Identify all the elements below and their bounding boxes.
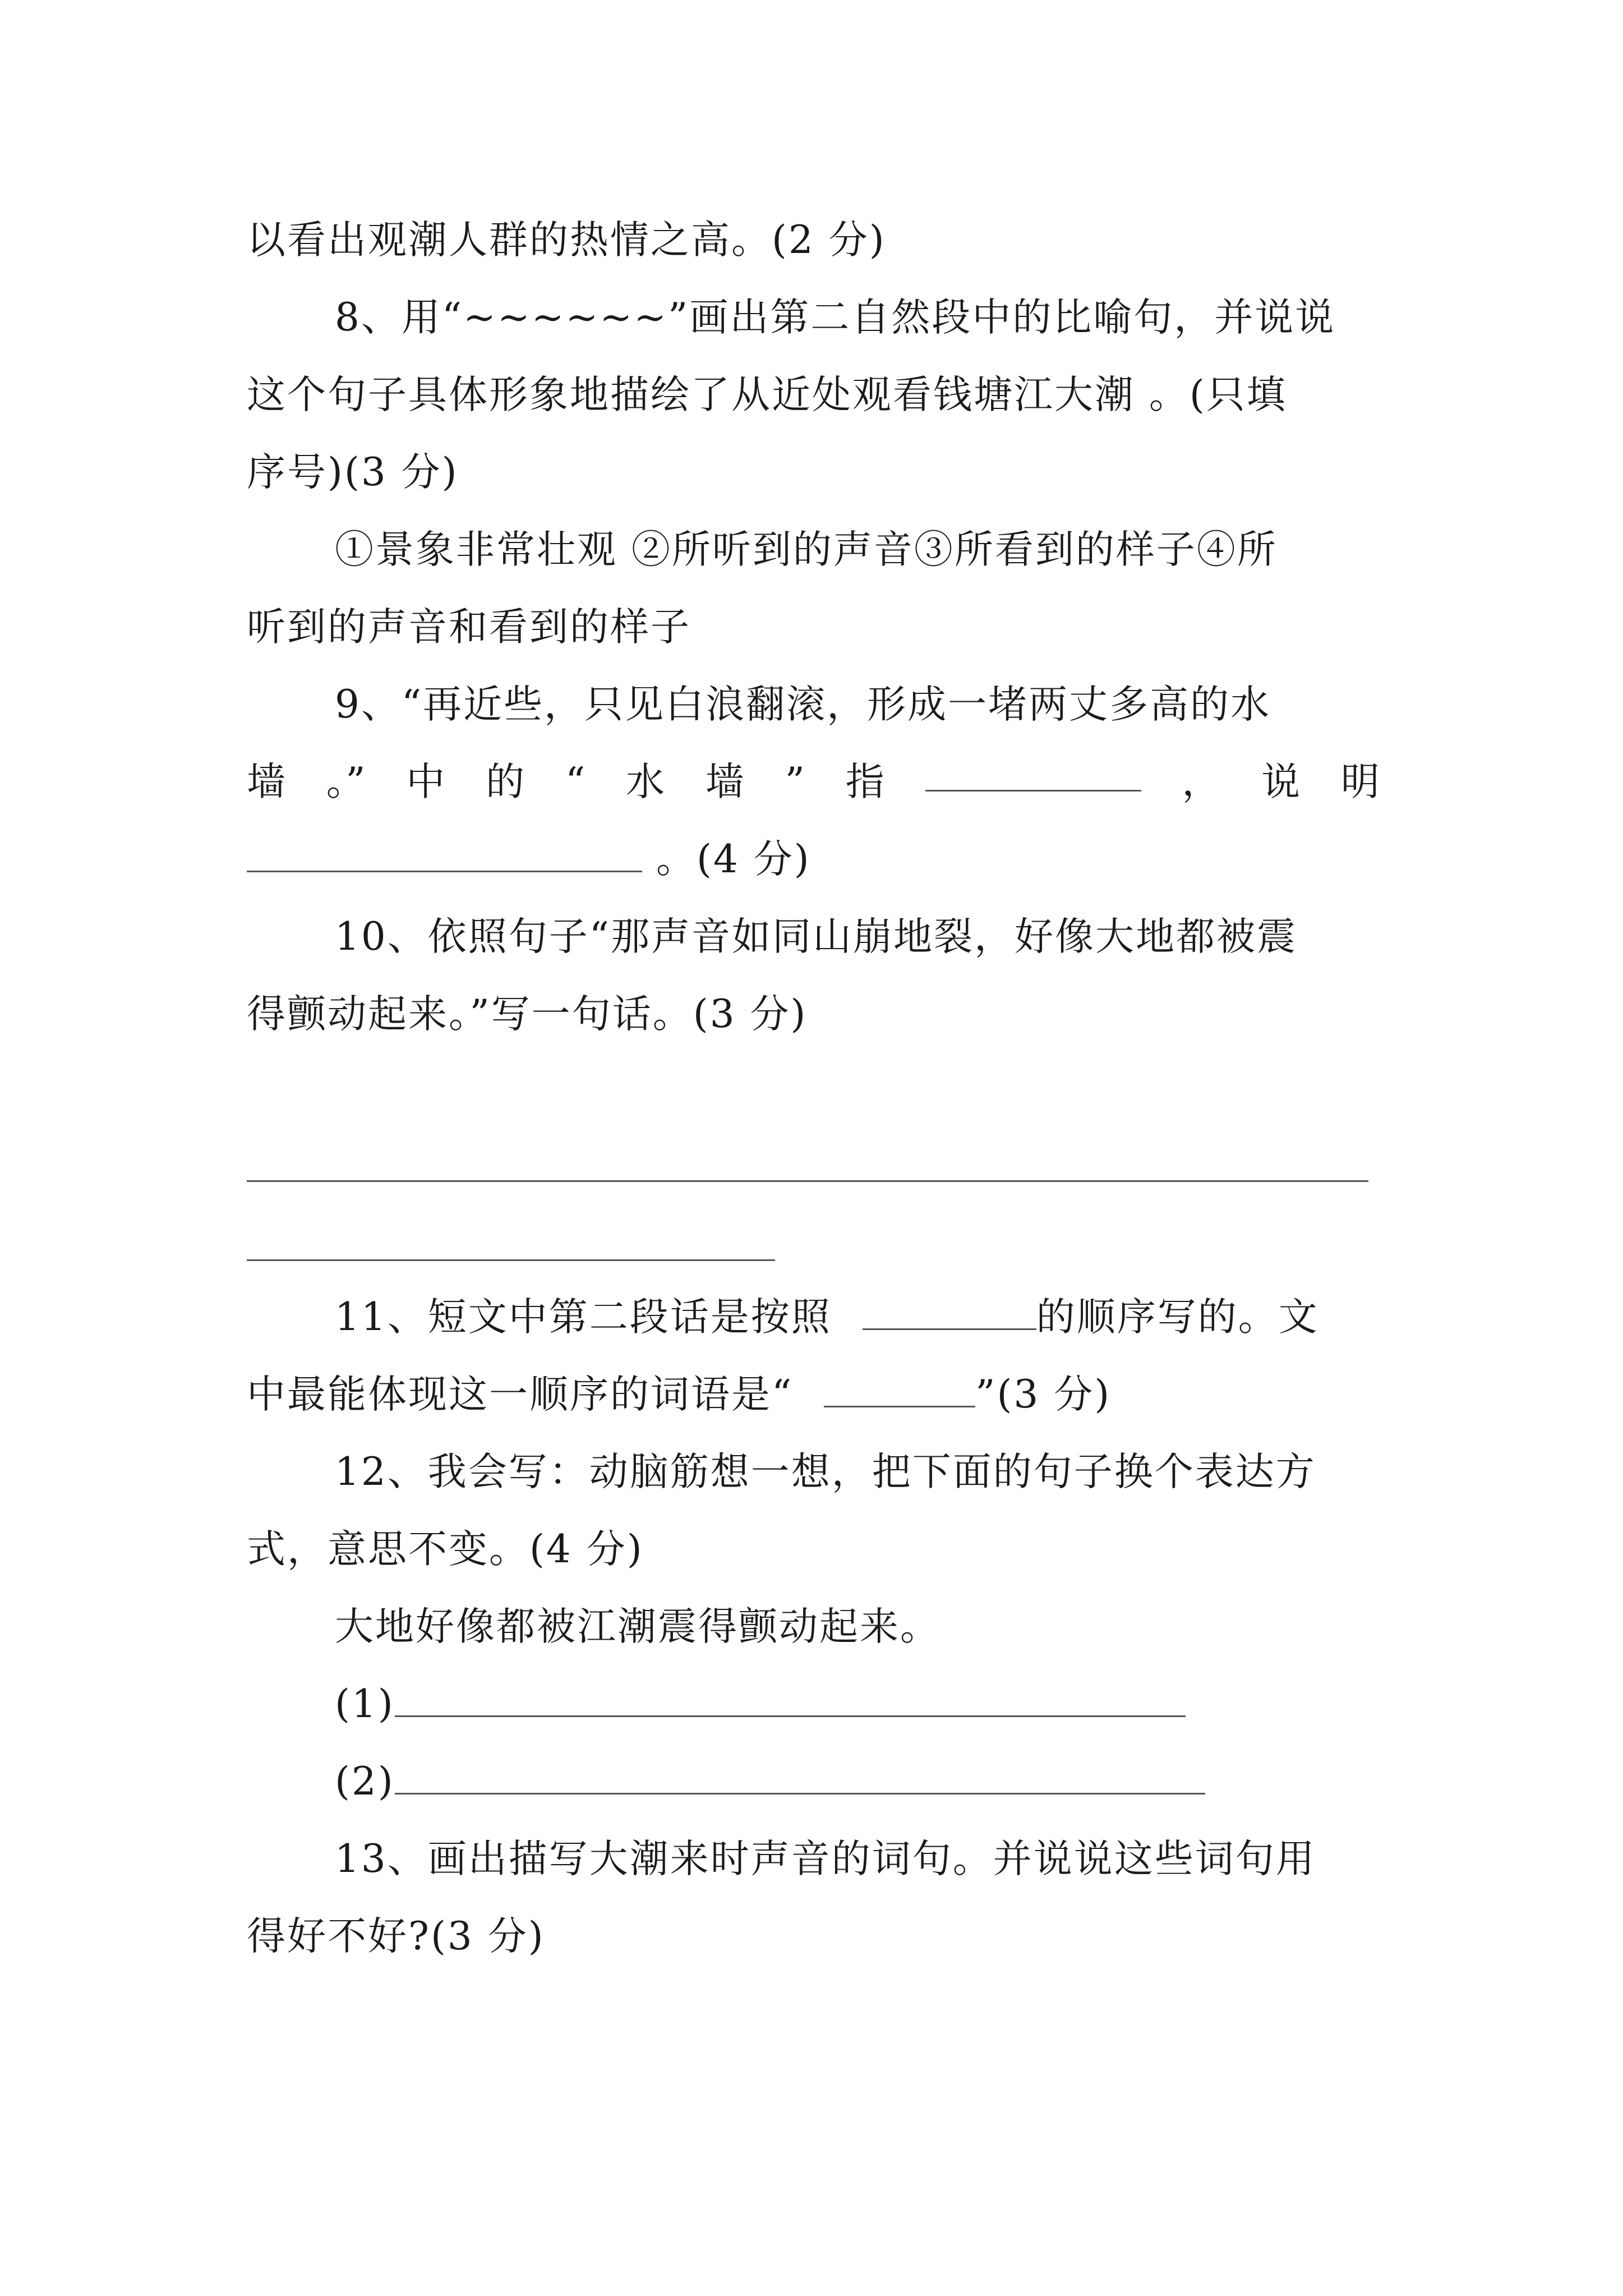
answer-blank[interactable] <box>395 1682 1186 1717</box>
answer-line[interactable] <box>247 1259 775 1261</box>
text-fragment: 墙 <box>247 760 285 804</box>
answer-line[interactable] <box>247 1180 1368 1182</box>
text-fragment: 中最能体现这一顺序的词语是“ <box>247 1372 794 1417</box>
question-12-line-1: 12、我会写：动脑筋想一想，把下面的句子换个表达方 <box>335 1450 1316 1494</box>
question-9-line-3 <box>247 834 811 885</box>
text-fragment: 墙 <box>705 760 744 804</box>
text-fragment: ”(3 分) <box>975 1372 1112 1417</box>
question-8-options-line-2: 听到的声音和看到的样子 <box>247 605 691 650</box>
question-13-line-1: 13、画出描写大潮来时声音的词句。并说说这些词句用 <box>335 1837 1316 1881</box>
question-8-line-2: 这个句子具体形象地描绘了从近处观看钱塘江大潮 。(只填 <box>247 372 1287 417</box>
question-9-line-1: 9、“再近些，只见白浪翻滚，形成一堵两丈多高的水 <box>335 682 1271 727</box>
question-11-line-2 <box>247 1369 1111 1420</box>
text-fragment: ” <box>785 760 805 804</box>
text-fragment: 。” <box>326 760 366 804</box>
text-fragment: 水 <box>626 760 665 804</box>
question-8-line-3: 序号)(3 分) <box>247 450 459 495</box>
question-11-line-1 <box>335 1291 1319 1343</box>
text-fragment: ， <box>1182 760 1221 804</box>
text-fragment: 说 <box>1261 760 1301 804</box>
text-fragment: 11、短文中第二段话是按照 <box>335 1295 832 1340</box>
question-12-sentence: 大地好像都被江潮震得颤动起来。 <box>335 1604 940 1649</box>
question-10-line-2: 得颤动起来。”写一句话。(3 分) <box>247 992 808 1037</box>
question-13-line-2: 得好不好?(3 分) <box>247 1914 545 1959</box>
answer-blank[interactable] <box>395 1759 1205 1795</box>
answer-blank[interactable] <box>247 837 642 872</box>
text-fragment: 中 <box>406 760 445 804</box>
text-fragment: 指 <box>845 760 884 804</box>
question-12-line-2: 式，意思不变。(4 分) <box>247 1527 644 1572</box>
question-12-answer-2 <box>335 1756 1205 1807</box>
question-8-line-1: 8、用“~~~~~~”画出第二自然段中的比喻句，并说说 <box>335 295 1336 340</box>
answer-blank[interactable] <box>863 1295 1036 1330</box>
text-fragment: “ <box>565 760 585 804</box>
text-fragment: 。(4 分) <box>656 837 811 882</box>
answer-blank[interactable] <box>925 756 1141 792</box>
question-10-line-1: 10、依照句子“那声音如同山崩地裂，好像大地都被震 <box>335 914 1298 959</box>
question-12-answer-1 <box>335 1678 1186 1730</box>
answer-label: (1) <box>335 1682 395 1727</box>
text-fragment: 明 <box>1340 760 1380 804</box>
question-9-line-2 <box>247 756 1380 808</box>
answer-label: (2) <box>335 1759 395 1804</box>
question-8-options-line-1: ①景象非常壮观 ②所听到的声音③所看到的样子④所 <box>335 527 1278 572</box>
text-fragment: 的 <box>486 760 525 804</box>
answer-blank[interactable] <box>824 1372 975 1407</box>
text-fragment: 的顺序写的。文 <box>1036 1295 1319 1340</box>
text-line: 以看出观潮人群的热情之高。(2 分) <box>247 218 886 263</box>
